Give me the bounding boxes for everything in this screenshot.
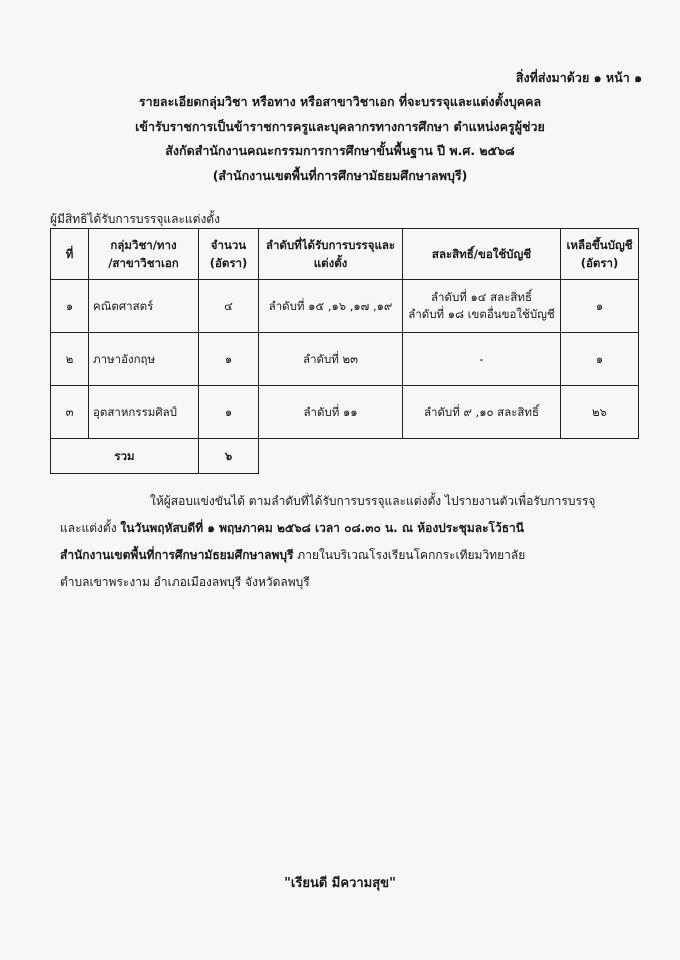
paragraph-line-1: ให้ผู้สอบแข่งขันได้ ตามลำดับที่ได้รับการบรรจุและแต่งตั้ง ไปรายงานตัวเพื่อรับการบรรจุ xyxy=(150,494,596,508)
cell-remaining: ๑ xyxy=(561,333,639,386)
heading-line-1: รายละเอียดกลุ่มวิชา หรือทาง หรือสาขาวิชาเอก ที่จะบรรจุและแต่งตั้งบุคคล xyxy=(138,94,542,109)
heading-line-4: (สำนักงานเขตพื้นที่การศึกษามัธยมศึกษาลพบุรี) xyxy=(212,167,468,183)
heading-line-3: สังกัดสำนักงานคณะกรรมการการศึกษาขั้นพื้นฐาน ปี พ.ศ. ๒๕๖๘ xyxy=(165,143,515,158)
cell-rank: ลำดับที่ ๑๑ xyxy=(259,386,403,439)
total-label: รวม xyxy=(51,439,199,474)
paragraph-line-4: ตำบลเขาพระงาม อำเภอเมืองลพบุรี จังหวัดลพบุรี xyxy=(60,575,310,589)
empty-cell xyxy=(403,439,561,474)
header-waive: สละสิทธิ์/ขอใช้บัญชี xyxy=(403,229,561,280)
paragraph-line-3 xyxy=(60,542,640,569)
table-row xyxy=(51,333,639,386)
paragraph-line-2 xyxy=(60,515,640,542)
table-total-row xyxy=(51,439,639,474)
header-remaining xyxy=(561,229,639,280)
cell-count: ๔ xyxy=(199,280,259,333)
cell-count: ๑ xyxy=(199,333,259,386)
cell-rank: ลำดับที่ ๒๓ xyxy=(259,333,403,386)
office-name: สำนักงานเขตพื้นที่การศึกษามัธยมศึกษาลพบุรี xyxy=(60,548,294,562)
document-heading xyxy=(0,90,680,188)
table-header-row xyxy=(51,229,639,280)
table-row xyxy=(51,386,639,439)
cell-subject: คณิตศาสตร์ xyxy=(89,280,199,333)
cell-count: ๑ xyxy=(199,386,259,439)
empty-cell xyxy=(561,439,639,474)
header-subject-line-1: กลุ่มวิชา/ทาง xyxy=(110,238,177,252)
header-remaining-line-1: เหลือขึ้นบัญชี xyxy=(566,238,633,252)
header-rank-line-1: ลำดับที่ได้รับการบรรจุและ xyxy=(265,238,396,252)
qualified-label: ผู้มีสิทธิได้รับการบรรจุและแต่งตั้ง xyxy=(50,212,220,226)
instruction-paragraph xyxy=(60,488,640,596)
motto: "เรียนดี มีความสุข" xyxy=(284,876,396,891)
cell-waive-line-2: ลำดับที่ ๑๘ เขตอื่นขอใช้บัญชี xyxy=(408,307,555,321)
cell-rank: ลำดับที่ ๑๕ ,๑๖ ,๑๗ ,๑๙ xyxy=(259,280,403,333)
header-subject xyxy=(89,229,199,280)
attachment-note: สิ่งที่ส่งมาด้วย ๑ หน้า ๑ xyxy=(515,70,642,85)
cell-no: ๓ xyxy=(51,386,89,439)
cell-subject: อุตสาหกรรมศิลป์ xyxy=(89,386,199,439)
report-date-time-venue: ในวันพฤหัสบดีที่ ๑ พฤษภาคม ๒๕๖๘ เวลา ๐๘.๓๐ น. ณ ห้องประชุมละโว้ธานี xyxy=(120,521,524,535)
cell-waive-line-1: ลำดับที่ ๑๔ สละสิทธิ์ xyxy=(430,290,533,304)
paragraph-line-3-text: ภายในบริเวณโรงเรียนโคกกระเทียมวิทยาลัย xyxy=(293,548,526,562)
total-count: ๖ xyxy=(199,439,259,474)
cell-no: ๑ xyxy=(51,280,89,333)
header-remaining-line-2: (อัตรา) xyxy=(580,256,619,270)
cell-waive-line-1: - xyxy=(479,351,484,366)
header-rank xyxy=(259,229,403,280)
cell-waive-line-1: ลำดับที่ ๙ ,๑๐ สละสิทธิ์ xyxy=(423,404,540,419)
cell-no: ๒ xyxy=(51,333,89,386)
header-no: ที่ xyxy=(51,229,89,280)
header-rank-line-2: แต่งตั้ง xyxy=(313,256,348,270)
cell-subject: ภาษาอังกฤษ xyxy=(89,333,199,386)
appointment-table xyxy=(50,228,639,474)
cell-waive xyxy=(403,386,561,439)
header-count-line-2: (อัตรา) xyxy=(209,256,248,270)
cell-remaining: ๒๖ xyxy=(561,386,639,439)
header-subject-line-2: /สาขาวิชาเอก xyxy=(108,256,179,270)
cell-remaining: ๑ xyxy=(561,280,639,333)
cell-waive xyxy=(403,333,561,386)
paragraph-line-2-text: และแต่งตั้ง xyxy=(60,521,121,535)
cell-waive xyxy=(403,280,561,333)
header-count-line-1: จำนวน xyxy=(210,238,247,252)
empty-cell xyxy=(259,439,403,474)
header-count xyxy=(199,229,259,280)
heading-line-2: เข้ารับราชการเป็นข้าราชการครูและบุคลากรทางการศึกษา ตำแหน่งครูผู้ช่วย xyxy=(135,118,545,134)
table-row xyxy=(51,280,639,333)
